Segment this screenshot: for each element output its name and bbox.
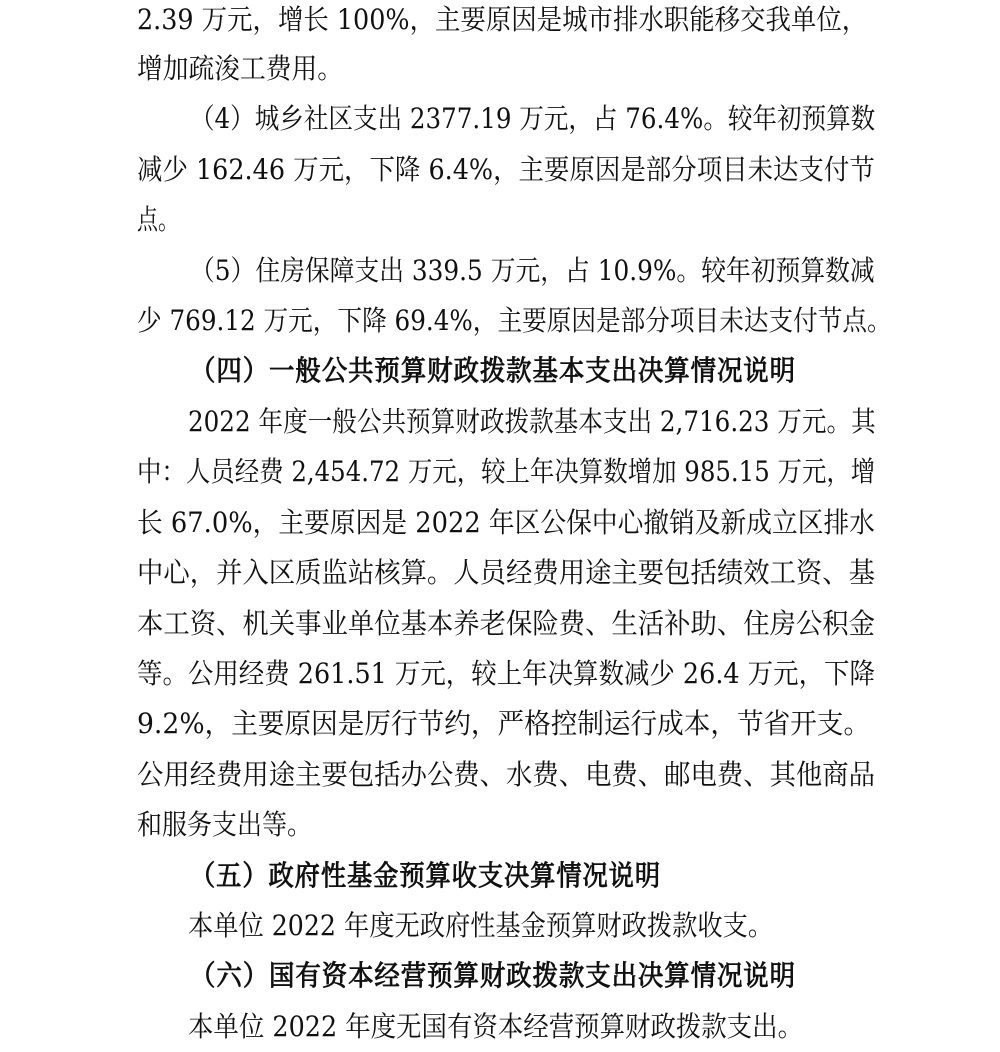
text-line bbox=[0, 246, 1000, 296]
line-text: （4）城乡社区支出 2377.19 万元，占 76.4%。较年初预算数 bbox=[190, 102, 876, 135]
line-text: 点。 bbox=[137, 203, 180, 236]
line-text: （五）政府性基金预算收支决算情况说明 bbox=[190, 859, 662, 892]
text-line bbox=[0, 750, 1000, 800]
section-heading bbox=[0, 951, 1000, 1001]
section-heading bbox=[0, 346, 1000, 396]
line-text: 中心，并入区质监站核算。人员经费用途主要包括绩效工资、基 bbox=[137, 556, 876, 589]
line-text: 2.39 万元，增长 100%，主要原因是城市排水职能移交我单位， bbox=[137, 3, 868, 36]
text-line bbox=[0, 447, 1000, 497]
line-text: 增加疏浚工费用。 bbox=[137, 52, 344, 85]
text-line bbox=[0, 94, 1000, 144]
text-line bbox=[0, 649, 1000, 699]
text-line bbox=[0, 599, 1000, 649]
text-line bbox=[0, 498, 1000, 548]
line-text: 本单位 2022 年度无国有资本经营预算财政拨款支出。 bbox=[188, 1010, 804, 1043]
text-line bbox=[0, 699, 1000, 749]
text-line bbox=[0, 145, 1000, 195]
line-text: 减少 162.46 万元，下降 6.4%，主要原因是部分项目未达支付节 bbox=[137, 153, 875, 186]
text-line bbox=[0, 296, 1000, 346]
text-line bbox=[0, 195, 1000, 245]
line-text: （四）一般公共预算财政拨款基本支出决算情况说明 bbox=[190, 354, 797, 387]
text-line bbox=[0, 397, 1000, 447]
line-text: 9.2%，主要原因是厉行节约，严格控制运行成本，节省开支。 bbox=[137, 707, 871, 740]
line-text: 2022 年度一般公共预算财政拨款基本支出 2,716.23 万元。其 bbox=[188, 405, 876, 438]
text-line bbox=[0, 901, 1000, 951]
line-text: 和服务支出等。 bbox=[137, 808, 313, 841]
line-text: （六）国有资本经营预算财政拨款支出决算情况说明 bbox=[190, 959, 797, 992]
text-line bbox=[0, 800, 1000, 850]
line-text: 本单位 2022 年度无政府性基金预算财政拨款收支。 bbox=[188, 909, 774, 942]
line-text: 长 67.0%，主要原因是 2022 年区公保中心撤销及新成立区排水 bbox=[137, 506, 875, 539]
line-text: （5）住房保障支出 339.5 万元，占 10.9%。较年初预算数减 bbox=[190, 254, 875, 287]
line-text: 本工资、机关事业单位基本养老保险费、生活补助、住房公积金 bbox=[137, 607, 876, 640]
text-line bbox=[0, 44, 1000, 94]
line-text: 中：人员经费 2,454.72 万元，较上年决算数增加 985.15 万元，增 bbox=[137, 455, 876, 488]
line-text: 等。公用经费 261.51 万元，较上年决算数减少 26.4 万元，下降 bbox=[137, 657, 875, 690]
text-line bbox=[0, 0, 1000, 45]
line-text: 少 769.12 万元，下降 69.4%，主要原因是部分项目未达支付节点。 bbox=[137, 304, 892, 337]
text-line bbox=[0, 548, 1000, 598]
section-heading bbox=[0, 851, 1000, 901]
line-text: 公用经费用途主要包括办公费、水费、电费、邮电费、其他商品 bbox=[137, 758, 876, 791]
text-line bbox=[0, 1002, 1000, 1052]
